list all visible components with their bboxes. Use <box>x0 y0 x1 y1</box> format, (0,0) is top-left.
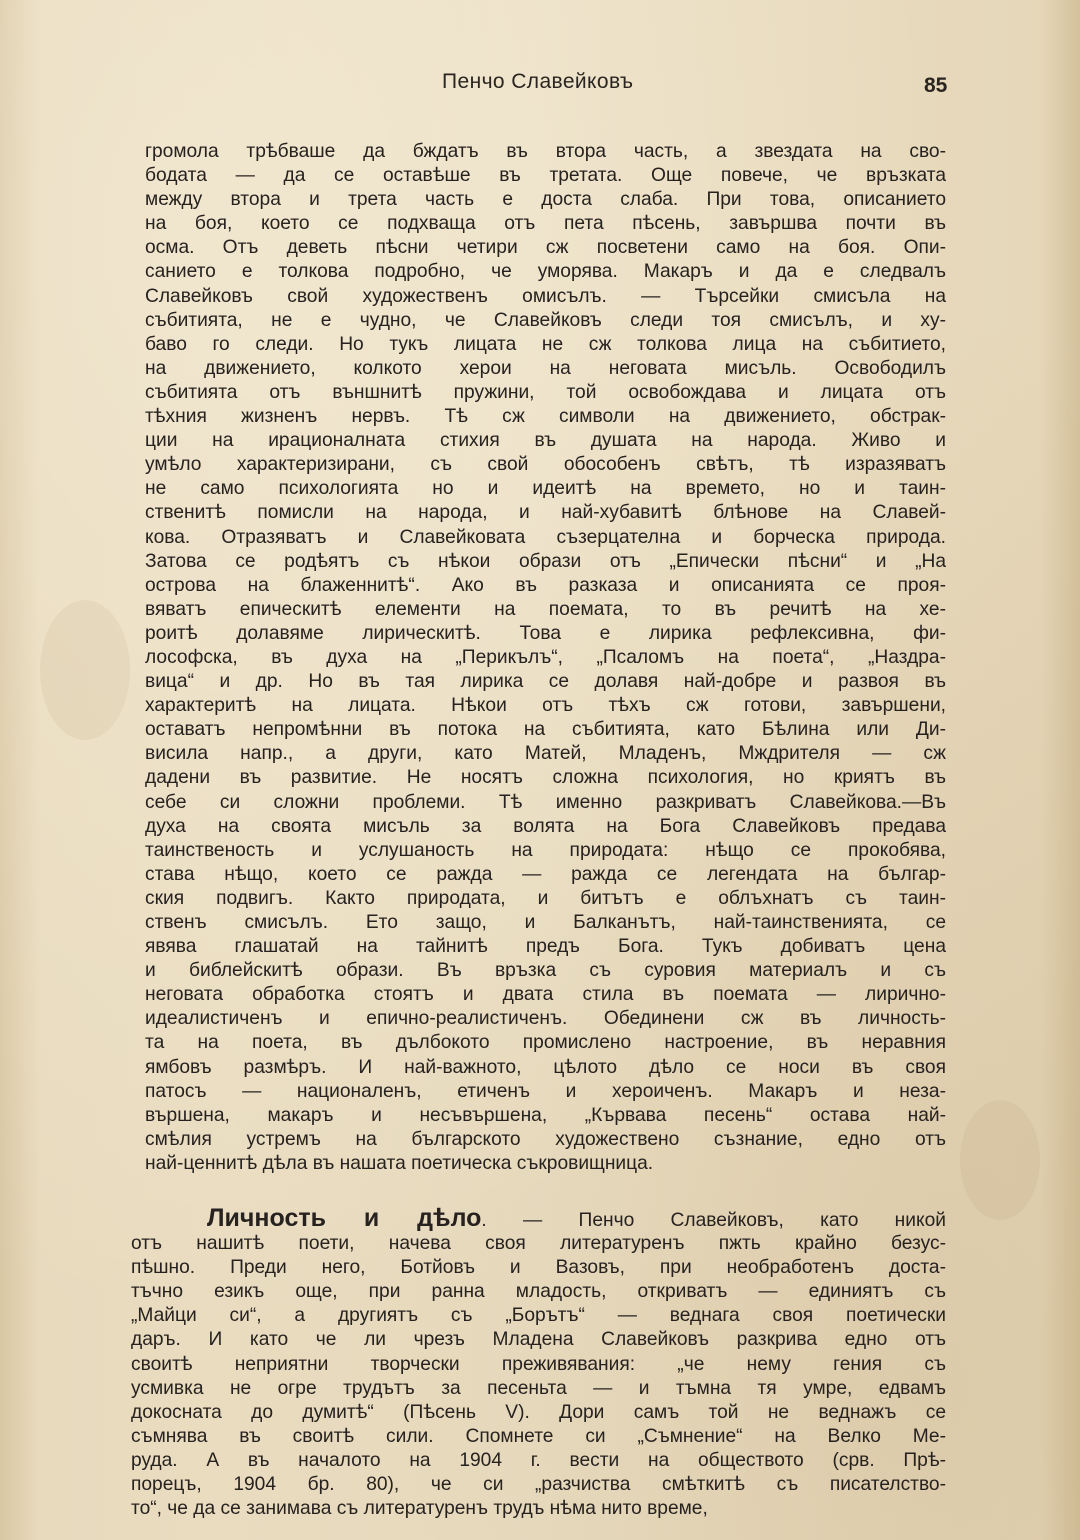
text-line: бодата — да се оставѣше въ третата. Още повече, че връзката <box>145 165 946 187</box>
text-line: Затова се родѣятъ съ нѣкои образи отъ „Епически пѣсни“ и „На <box>145 550 946 572</box>
text-line: дадени въ развитие. Не носятъ сложна психология, но криятъ въ <box>145 767 946 789</box>
text-line: та на поета, въ дълбокото промислено настроение, въ неравния <box>145 1032 946 1054</box>
body-text <box>131 140 946 1521</box>
text-line: явява глашатай на тайнитѣ предъ Бога. Тукъ добиватъ цена <box>145 936 946 958</box>
text-line: събитията, не е чудно, че Славейковъ следи тоя смисълъ, и ху- <box>145 309 946 331</box>
text-line: пѣшно. Преди него, Ботйовъ и Вазовъ, при необработенъ доста- <box>131 1257 946 1279</box>
text-line: между втора и трета часть е доста слаба. При това, описанието <box>145 189 946 211</box>
text-line: Славейковъ свой художественъ омисълъ. — Търсейки смисъла на <box>145 285 946 307</box>
text-line: тѣхния жизненъ нервъ. Тѣ сж символи на движението, обстрак- <box>145 406 946 428</box>
text-line: съмнява въ своитѣ сили. Спомнете си „Съмнение“ на Велко Ме- <box>131 1425 946 1447</box>
text-line: неговата обработка стоятъ и двата стила въ поемата — лирично- <box>145 984 946 1006</box>
text-line: на движението, колкото херои на неговата мисъль. Освободилъ <box>145 357 946 379</box>
text-line: вършена, макаръ и несъвършена, „Кървава песень“ остава най- <box>145 1104 946 1126</box>
text-line: то“, че да се занимава съ литературенъ трудъ нѣма нито време, <box>131 1498 708 1520</box>
section-first-line <box>131 1204 946 1232</box>
text-line: смѣлия устремъ на българското художествено съзнание, едно отъ <box>145 1128 946 1150</box>
text-line: не само психологията но и идеитѣ на времето, но и таин- <box>145 478 946 500</box>
paper-stain <box>40 600 130 740</box>
paper-stain <box>960 1100 1040 1220</box>
text-line: най-ценнитѣ дѣла въ нашата поетическа съкровищница. <box>145 1152 654 1174</box>
text-line: събитията отъ външнитѣ пружини, той освобождава и лицата отъ <box>145 381 946 403</box>
page-header <box>0 70 1080 106</box>
text-line: духа на своята мисъль за волята на Бога Славейковъ предава <box>145 815 946 837</box>
text-line: оставатъ непромѣнни въ потока на събитията, като Бѣлина или Ди- <box>145 719 946 741</box>
text-line: става нѣщо, което се ражда — ражда се легендата на българ- <box>145 863 946 885</box>
text-line: санието е толкова подробно, че уморява. Макаръ и да е следвалъ <box>145 261 946 283</box>
text-line: характеритѣ на лицата. Нѣкои отъ тѣхъ сж готови, завършени, <box>145 695 946 717</box>
text-line: порецъ, 1904 бр. 80), че си „разчиства смѣткитѣ съ писателство- <box>131 1473 946 1495</box>
text-line: острова на блаженнитѣ“. Ако въ разказа и описанията се проя- <box>145 574 946 596</box>
text-line: ственъ смисълъ. Ето защо, и Балканътъ, най-таинственията, се <box>145 912 946 933</box>
text-line: кова. Отразяватъ и Славейковата съзерцателна и борческа природа. <box>145 526 946 548</box>
text-line: ския подвигъ. Както природата, и битътъ е облъхнатъ съ таин- <box>145 887 946 909</box>
text-line: ямбовъ размѣръ. И най-важното, цѣлото дѣло се носи въ своя <box>145 1056 946 1078</box>
text-line: идеалистиченъ и епично-реалистиченъ. Обединени сж въ личность- <box>145 1008 946 1030</box>
text-line: баво го следи. Но тукъ лицата не сж толкова лица на събитието, <box>145 333 946 355</box>
text-line: отъ нашитѣ поети, начева своя литературенъ пжть крайно безус- <box>131 1233 946 1255</box>
text-line: руда. А въ началото на 1904 г. вести на обществото (срв. Прѣ- <box>131 1449 946 1471</box>
text-line: таинственость и услушаность на природата: нѣщо се прокобява, <box>145 839 946 861</box>
text-line: и библейскитѣ образи. Въ връзка съ суровия материалъ и съ <box>145 960 946 982</box>
text-line: патосъ — националенъ, етиченъ и хероиченъ. Макаръ и неза- <box>145 1080 946 1102</box>
section-heading: Личность и дѣло <box>207 1204 482 1233</box>
text-line: висила напр., а други, като Матей, Младенъ, Мждрителя — сж <box>145 743 946 765</box>
text-line: даръ. И като че ли чрезъ Младена Славейковъ разкрива едно отъ <box>131 1329 946 1351</box>
text-line: осма. Отъ деветь пѣсни четири сж посветени само на боя. Опи- <box>145 237 946 259</box>
section-first-line-text: . — Пенчо Славейковъ, като никой <box>481 1210 946 1232</box>
section-paragraph <box>131 1204 946 1521</box>
paragraph-spacer <box>131 1176 946 1204</box>
page-number: 85 <box>924 74 948 97</box>
text-line: докосната до думитѣ“ (Пѣсень V). Дори самъ той не веднажъ се <box>131 1401 946 1423</box>
text-line: ственитѣ помисли на народа, и най-хубавитѣ блѣнове на Славей- <box>145 502 946 524</box>
text-line: лософска, въ духа на „Перикълъ“, „Псаломъ на поета“, „Наздра- <box>145 646 946 668</box>
text-line: „Майци си“, а другиятъ съ „Борътъ“ — веднага своя поетически <box>131 1305 946 1327</box>
text-line: вица“ и др. Но въ тая лирика се долавя най-добре и развоя въ <box>145 671 946 693</box>
paragraph-1 <box>131 140 946 1176</box>
text-line: себе си сложни проблеми. Тѣ именно разкриватъ Славейкова.—Въ <box>145 791 946 813</box>
text-line: на боя, което се подхваща отъ пета пѣсень, завършва почти въ <box>145 213 946 235</box>
text-line: своитѣ неприятни творчески преживявания: „че нему гения съ <box>131 1353 946 1375</box>
text-line: вяватъ епическитѣ елементи на поемата, то въ речитѣ на хе- <box>145 598 946 620</box>
text-line: тъчно езикъ още, при ранна младость, откриватъ — единиятъ съ <box>131 1281 946 1303</box>
text-line: усмивка не огре трудътъ за песеньта — и тъмна тя умре, едвамъ <box>131 1377 946 1399</box>
text-line: громола трѣбваше да бждатъ въ втора часть, а звездата на сво- <box>145 141 946 162</box>
text-line: роитѣ долавяме лирическитѣ. Това е лирика рефлексивна, фи- <box>145 622 946 644</box>
running-title: Пенчо Славейковъ <box>442 70 634 93</box>
text-line: умѣло характеризирани, съ свой обособенъ свѣтъ, тѣ изразяватъ <box>145 454 946 476</box>
text-line: ции на ирационалната стихия въ душата на народа. Живо и <box>145 430 946 452</box>
